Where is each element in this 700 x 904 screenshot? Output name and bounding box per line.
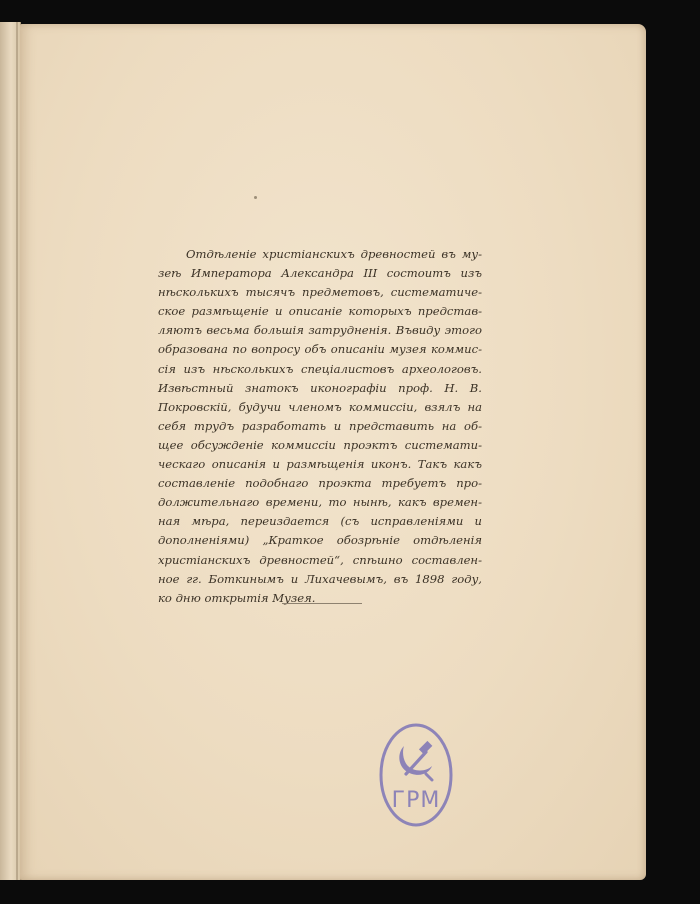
paragraph-line: ческаго описанія и размѣщенія иконъ. Такъ какъ xyxy=(158,457,482,472)
body-paragraph xyxy=(158,245,482,608)
paragraph-line: дополненіями) „Краткое обозрѣніе отдѣленія xyxy=(158,533,482,548)
stamp-text: ГРМ xyxy=(391,788,441,813)
paragraph-line: нѣсколькихъ тысячъ предметовъ, систематиче- xyxy=(158,285,482,300)
paragraph-line: ко дню открытія Музея. xyxy=(158,590,316,605)
library-stamp xyxy=(378,722,454,828)
paragraph-line: ная мѣра, переиздается (съ исправленіями и xyxy=(158,514,482,529)
paragraph-line: образована по вопросу объ описаніи музея коммис- xyxy=(158,342,482,357)
paragraph-line: христіанскихъ древностей“, спѣшно составлен- xyxy=(158,552,482,567)
paragraph-line: ное гг. Боткинымъ и Лихачевымъ, въ 1898 году, xyxy=(158,571,482,586)
hammer-and-sickle-icon xyxy=(399,741,432,780)
paragraph-line: Извѣстный знатокъ иконографіи проф. Н. В. xyxy=(158,380,482,395)
paragraph-line: щее обсужденіе коммиссіи проэктъ системати- xyxy=(158,437,482,452)
paragraph-line: зеѣ Императора Александра III состоитъ изъ xyxy=(158,266,482,281)
paragraph-line: ляютъ весьма большія затрудненія. Въвиду этого xyxy=(158,323,482,338)
paragraph-line: Покровскій, будучи членомъ коммиссіи, взялъ на xyxy=(158,399,482,414)
paragraph-line: составленіе подобнаго проэкта требуетъ про- xyxy=(158,476,482,491)
paragraph-line: Отдѣленіе христіанскихъ древностей въ му- xyxy=(186,247,482,261)
section-divider-rule xyxy=(282,603,362,604)
printed-dot-mark xyxy=(254,196,257,199)
stamp-graphic xyxy=(378,722,454,828)
paragraph-line: ское размѣщеніе и описаніе которыхъ представ- xyxy=(158,304,482,319)
paragraph-line: себя трудъ разработать и представить на об- xyxy=(158,418,482,433)
facing-page-edge xyxy=(0,22,21,880)
paragraph-line: должительнаго времени, то нынѣ, какъ времен- xyxy=(158,495,482,510)
paragraph-line: сія изъ нѣсколькихъ спеціалистовъ археологовъ. xyxy=(158,361,482,376)
